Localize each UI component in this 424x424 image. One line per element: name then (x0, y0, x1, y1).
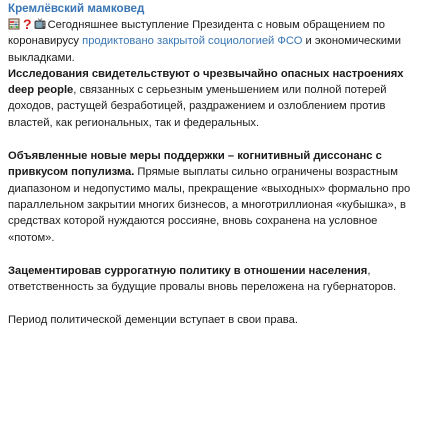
paragraph-gap (8, 131, 420, 148)
fso-sociology-link[interactable]: продиктовано закрытой социологией ФСО (82, 35, 303, 48)
channel-name[interactable]: Кремлёвский мамковед (8, 2, 145, 15)
para3-rest: Прямые выплаты сильно ограничены возрастным диапазоном и недопустимо малы, прекращение «выходных» формально про параллельном закрытии многих бизнесов, а многотриллионая «кубышка», в средствах которой нуждаются россияне, вновь сохранена на условное «потом». (8, 166, 411, 244)
post-paragraph-3 (8, 148, 420, 246)
question-mark-emoji-icon: ? (23, 16, 32, 32)
post-paragraph-4 (8, 263, 420, 296)
para4-bold: Зацементировав суррогатную политику в отношении населения (8, 264, 368, 277)
para4-rest: , ответственность за будущие провалы вновь переложена на губернаторов. (8, 264, 397, 294)
post-paragraph-2 (8, 66, 420, 131)
abacus-emoji-icon (8, 18, 20, 30)
para2-rest: , связанных с серьезным уменьшением или полной потерей доходов, растущей безработицей, раздражением и озлоблением против властей, как региональных, так и федеральных. (8, 84, 387, 129)
tv-emoji-icon (34, 18, 46, 30)
paragraph-gap (8, 295, 420, 312)
para3-bold: Объявленные новые меры поддержки – когнитивный диссонанс с привкусом популизма. (8, 150, 382, 179)
para2-bold: Исследования свидетельствуют о чрезвычайно опасных настроениях deep people (8, 67, 404, 97)
paragraph-gap (8, 246, 420, 263)
para1-text1: Сегодняшнее выступление Президента с новым обращением по коронавирусу (8, 19, 385, 48)
para5-text: Период политической деменции вступает в свои права. (8, 314, 298, 327)
para1-text2: и экономическими выкладками. (8, 35, 401, 64)
post-paragraph-1 (8, 17, 420, 66)
post-paragraph-5 (8, 312, 420, 328)
